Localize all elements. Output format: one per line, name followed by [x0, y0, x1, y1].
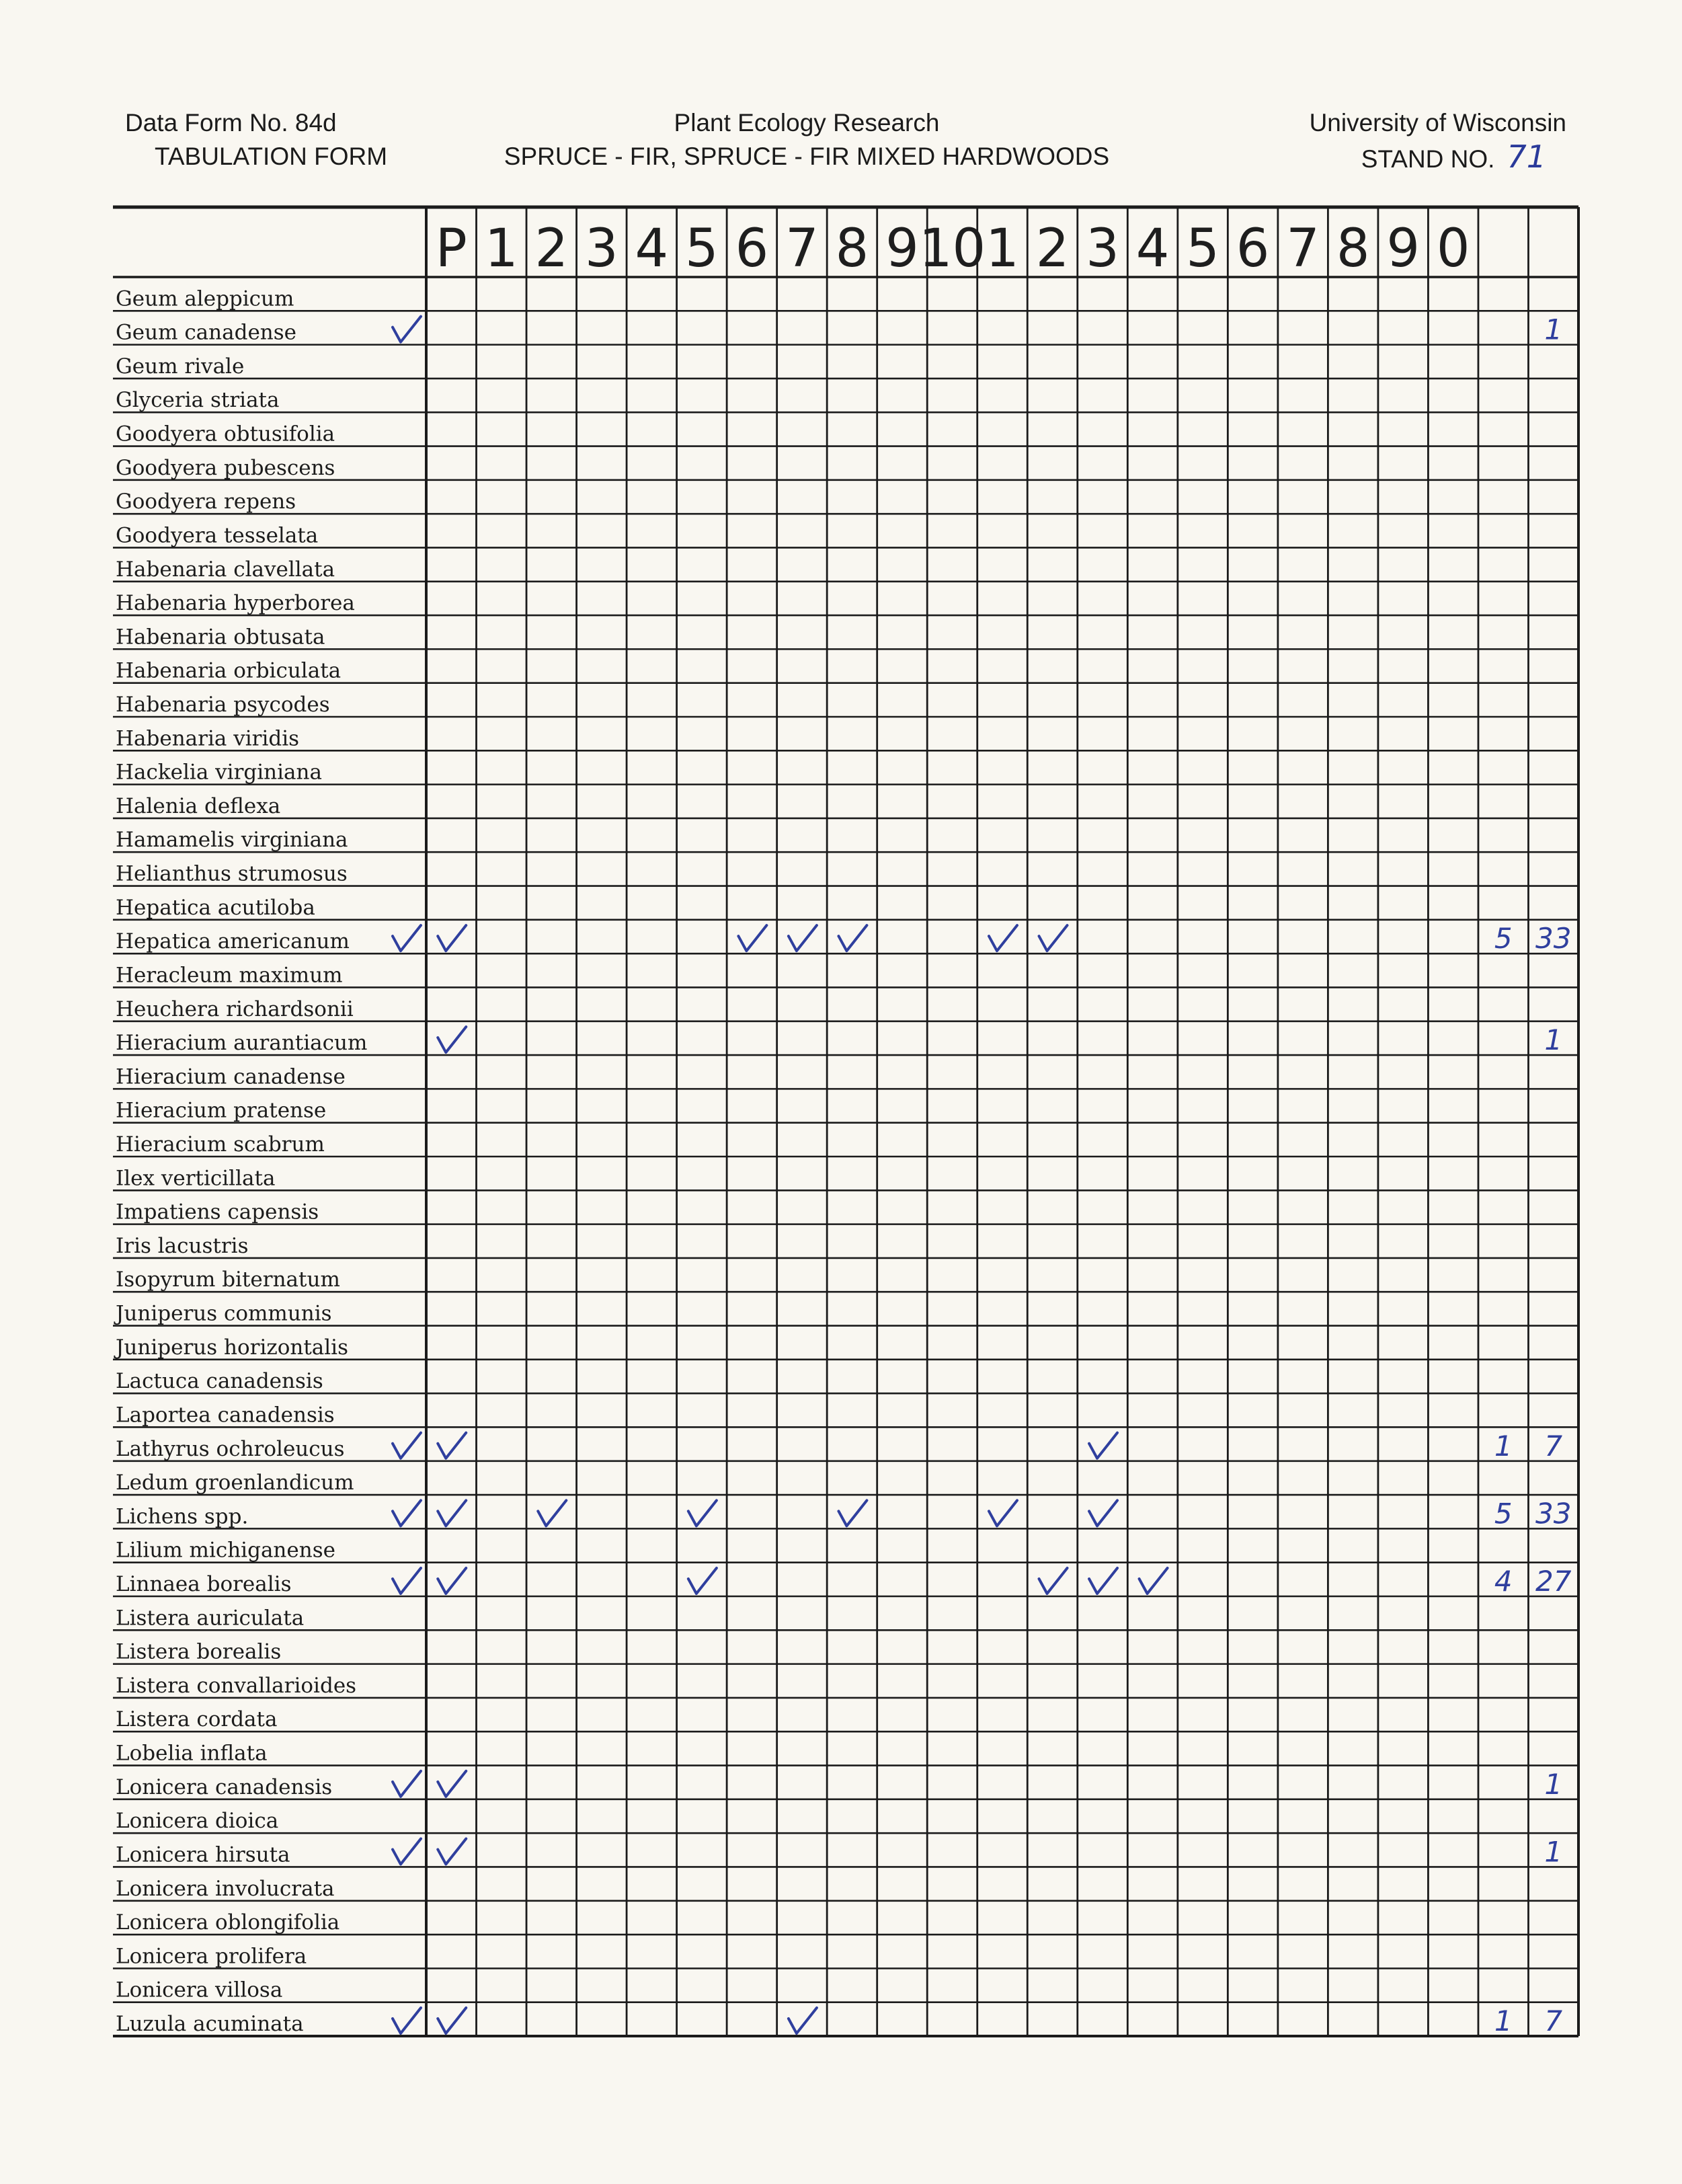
species-name: Hieracium aurantiacum: [116, 1031, 368, 1056]
quadrat-check: [989, 925, 1017, 951]
presence-check: [393, 1568, 421, 1594]
column-heading: 1: [484, 219, 518, 279]
species-name: Geum rivale: [116, 354, 245, 379]
quadrat-check: [789, 2008, 817, 2033]
column-heading: 2: [1035, 219, 1070, 279]
species-name: Ledum groenlandicum: [116, 1471, 354, 1495]
column-heading: 8: [1336, 219, 1370, 279]
species-name: Juniperus communis: [116, 1301, 332, 1326]
column-heading: 9: [1386, 219, 1420, 279]
quadrat-check: [1089, 1500, 1117, 1526]
frequency-total: 7: [1544, 2004, 1563, 2037]
quadrat-check: [438, 1500, 466, 1526]
species-name: Heuchera richardsonii: [116, 997, 354, 1021]
form-title: TABULATION FORM: [155, 143, 388, 170]
institution-name: University of Wisconsin: [1309, 109, 1566, 136]
column-heading: 4: [1135, 219, 1170, 279]
quadrat-check: [1039, 925, 1068, 951]
frequency-tally: 4: [1494, 1565, 1513, 1598]
species-name: Halenia deflexa: [116, 793, 281, 818]
column-heading: 5: [685, 219, 719, 279]
quadrat-check: [1089, 1568, 1117, 1594]
species-name: Impatiens capensis: [116, 1200, 319, 1224]
column-heading: 6: [1236, 219, 1270, 279]
presence-check: [393, 2008, 421, 2033]
quadrat-check: [989, 1500, 1017, 1526]
frequency-tally: 5: [1494, 922, 1513, 956]
column-heading: P: [435, 219, 467, 279]
presence-check: [393, 317, 421, 342]
frequency-tally: 1: [1494, 1429, 1513, 1462]
species-name: Lonicera prolifera: [116, 1944, 307, 1969]
quadrat-check: [688, 1500, 717, 1526]
forest-type-title: SPRUCE - FIR, SPRUCE - FIR MIXED HARDWOODS: [504, 143, 1110, 170]
species-name: Glyceria striata: [116, 388, 280, 413]
species-name: Listera borealis: [116, 1639, 282, 1664]
species-name: Luzula acuminata: [116, 2012, 304, 2036]
column-heading: 6: [735, 219, 769, 279]
species-name: Goodyera pubescens: [116, 455, 335, 480]
species-name: Isopyrum biternatum: [116, 1268, 340, 1292]
species-name: Habenaria clavellata: [116, 557, 335, 582]
frequency-total: 1: [1544, 1835, 1563, 1869]
frequency-total: 7: [1544, 1429, 1563, 1462]
species-name: Goodyera tesselata: [116, 523, 319, 548]
species-name: Lobelia inflata: [116, 1741, 268, 1766]
species-name: Geum aleppicum: [116, 286, 294, 311]
species-name: Hieracium canadense: [116, 1064, 346, 1089]
species-name: Listera convallarioides: [116, 1673, 357, 1698]
species-name: Lathyrus ochroleucus: [116, 1436, 345, 1461]
quadrat-check: [438, 1433, 466, 1458]
species-name: Iris lacustris: [116, 1233, 249, 1258]
species-name: Lonicera villosa: [116, 1978, 283, 2002]
species-name: Laportea canadensis: [116, 1403, 335, 1428]
species-name: Hamamelis virginiana: [116, 828, 348, 853]
species-name: Lonicera hirsuta: [116, 1842, 290, 1867]
quadrat-check: [738, 925, 766, 951]
column-heading: 7: [785, 219, 819, 279]
species-name: Habenaria psycodes: [116, 693, 330, 717]
quadrat-check: [438, 1838, 466, 1864]
column-heading: 9: [885, 219, 919, 279]
species-name: Helianthus strumosus: [116, 861, 348, 886]
quadrat-check: [538, 1500, 566, 1526]
stand-number-value: 71: [1507, 139, 1546, 175]
column-heading: 2: [534, 219, 569, 279]
species-name: Listera auriculata: [116, 1606, 305, 1631]
species-name: Habenaria viridis: [116, 726, 300, 751]
species-name: Juniperus horizontalis: [116, 1335, 349, 1360]
column-heading: 7: [1286, 219, 1320, 279]
column-heading: 8: [835, 219, 869, 279]
species-name: Linnaea borealis: [116, 1572, 292, 1596]
column-heading: 0: [1436, 219, 1470, 279]
quadrat-check: [438, 1027, 466, 1052]
stand-number-label: STAND NO.: [1361, 145, 1495, 173]
species-name: Habenaria orbiculata: [116, 658, 342, 683]
frequency-total: 33: [1535, 922, 1572, 956]
species-name: Lichens spp.: [116, 1504, 249, 1529]
quadrat-check: [1039, 1568, 1068, 1594]
frequency-tally: 5: [1494, 1497, 1513, 1530]
quadrat-check: [1089, 1433, 1117, 1458]
quadrat-check: [838, 1500, 867, 1526]
quadrat-check: [838, 925, 867, 951]
frequency-total: 1: [1544, 313, 1563, 346]
species-name: Heracleum maximum: [116, 963, 343, 988]
frequency-total: 27: [1535, 1565, 1572, 1598]
species-name: Goodyera repens: [116, 490, 296, 514]
quadrat-check: [438, 1771, 466, 1797]
species-name: Hackelia virginiana: [116, 760, 322, 785]
presence-check: [393, 1771, 421, 1797]
quadrat-check: [688, 1568, 717, 1594]
species-name: Listera cordata: [116, 1707, 278, 1732]
column-heading: 4: [635, 219, 669, 279]
species-name: Geum canadense: [116, 320, 297, 345]
presence-check: [393, 1500, 421, 1526]
frequency-total: 1: [1544, 1767, 1563, 1801]
quadrat-check: [438, 2008, 466, 2033]
species-name: Hepatica americanum: [116, 929, 350, 954]
species-name: Habenaria obtusata: [116, 625, 325, 650]
species-name: Lactuca canadensis: [116, 1369, 323, 1394]
form-number: Data Form No. 84d: [125, 109, 337, 136]
column-heading: 3: [585, 219, 618, 279]
presence-check: [393, 1433, 421, 1458]
column-heading: 10: [918, 219, 986, 279]
quadrat-check: [789, 925, 817, 951]
column-heading: 5: [1186, 219, 1219, 279]
quadrat-check: [438, 1568, 466, 1594]
column-heading: 1: [986, 219, 1019, 279]
species-name: Lilium michiganense: [116, 1538, 335, 1563]
frequency-total: 1: [1544, 1023, 1563, 1057]
species-name: Ilex verticillata: [116, 1166, 276, 1191]
species-name: Habenaria hyperborea: [116, 591, 355, 616]
species-name: Lonicera involucrata: [116, 1876, 335, 1901]
species-name: Lonicera canadensis: [116, 1774, 333, 1799]
frequency-total: 33: [1535, 1497, 1572, 1530]
quadrat-check: [1139, 1568, 1168, 1594]
species-name: Hieracium scabrum: [116, 1132, 325, 1157]
species-name: Lonicera dioica: [116, 1809, 279, 1834]
presence-check: [393, 1838, 421, 1864]
species-name: Hieracium pratense: [116, 1098, 327, 1123]
research-program: Plant Ecology Research: [674, 109, 940, 136]
frequency-tally: 1: [1494, 2004, 1513, 2037]
column-heading: 3: [1086, 219, 1119, 279]
quadrat-check: [438, 925, 466, 951]
species-name: Hepatica acutiloba: [116, 895, 315, 920]
species-name: Goodyera obtusifolia: [116, 422, 335, 446]
species-name: Lonicera oblongifolia: [116, 1910, 340, 1935]
presence-check: [393, 925, 421, 951]
